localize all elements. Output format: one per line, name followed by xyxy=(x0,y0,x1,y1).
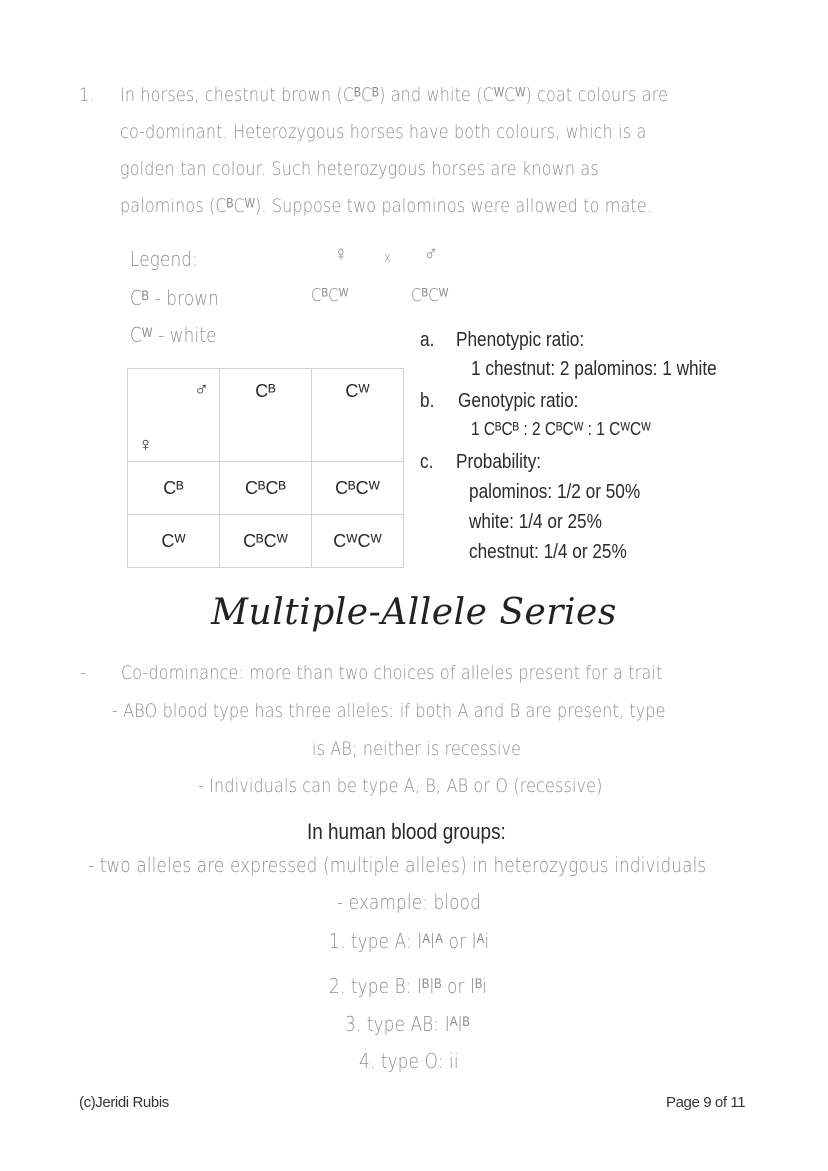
blood-type-a: 1. type A: IᴬIᴬ or Iᴬi xyxy=(329,929,490,953)
cross-times: x xyxy=(384,250,392,266)
female-symbol: ♀ xyxy=(334,242,349,267)
answer-c-label: c. xyxy=(420,451,434,473)
blood-type-b: 2. type B: IᴮIᴮ or Iᴮi xyxy=(329,974,488,998)
blood-line-2: - example: blood xyxy=(337,890,481,914)
answer-b-value: 1 CᴮCᴮ : 2 CᴮCᵂ : 1 CᵂCᵂ xyxy=(471,419,651,439)
question-line-2: co-dominant. Heterozygous horses have both colours, which is a xyxy=(120,121,647,143)
answer-c-palominos: palominos: 1/2 or 50% xyxy=(469,481,641,503)
footer-page-number: Page 9 of 11 xyxy=(666,1094,746,1111)
blood-line-1: - two alleles are expressed (multiple alleles) in heterozygous individuals xyxy=(88,853,707,877)
footer-copyright: (c)Jeridi Rubis xyxy=(79,1094,169,1111)
notes-line-4: - Individuals can be type A, B, AB or O (recessive) xyxy=(198,775,603,797)
punnett-cell: CᴮCᵂ xyxy=(312,462,404,515)
notes-line-3: is AB; neither is recessive xyxy=(312,738,522,760)
section-title: Multiple-Allele Series xyxy=(211,592,617,633)
punnett-square xyxy=(127,368,404,568)
answer-a-label: a. xyxy=(420,329,435,351)
male-symbol: ♂ xyxy=(424,242,439,267)
legend-brown: Cᴮ - brown xyxy=(130,286,219,310)
notes-line-1: Co-dominance: more than two choices of alleles present for a trait xyxy=(121,662,663,684)
notes-line-2: - ABO blood type has three alleles: if both A and B are present, type xyxy=(112,700,666,722)
punnett-corner xyxy=(128,369,220,462)
male-genotype: CᴮCᵂ xyxy=(411,285,449,306)
legend-title: Legend: xyxy=(130,247,198,271)
punnett-cell: CᴮCᴮ xyxy=(220,462,312,515)
punnett-row-header: Cᴮ xyxy=(128,462,220,515)
question-line-1: In horses, chestnut brown (CᴮCᴮ) and white (CᵂCᵂ) coat colours are xyxy=(120,84,669,106)
answer-c-title: Probability: xyxy=(456,451,542,473)
question-line-4: palominos (CᴮCᵂ). Suppose two palominos were allowed to mate. xyxy=(120,195,653,217)
punnett-col-header: Cᴮ xyxy=(220,369,312,462)
answer-a-title: Phenotypic ratio: xyxy=(456,329,585,351)
blood-type-ab: 3. type AB: IᴬIᴮ xyxy=(345,1012,470,1036)
female-genotype: CᴮCᵂ xyxy=(311,285,349,306)
legend-white: Cᵂ - white xyxy=(130,323,217,347)
answer-b-title: Genotypic ratio: xyxy=(458,390,579,412)
answer-c-white: white: 1/4 or 25% xyxy=(469,511,602,533)
answer-c-chestnut: chestnut: 1/4 or 25% xyxy=(469,541,627,563)
answer-a-value: 1 chestnut: 2 palominos: 1 white xyxy=(471,358,717,380)
blood-heading: In human blood groups: xyxy=(307,819,506,844)
question-line-3: golden tan colour. Such heterozygous horses are known as xyxy=(120,158,599,180)
question-number: 1. xyxy=(79,84,95,106)
punnett-female-symbol: ♀ xyxy=(138,434,153,456)
punnett-cell: CᴮCᵂ xyxy=(220,515,312,568)
blood-type-o: 4. type O: ii xyxy=(359,1049,459,1073)
notes-dash: - xyxy=(80,662,86,684)
answer-b-label: b. xyxy=(420,390,435,412)
punnett-row-header: Cᵂ xyxy=(128,515,220,568)
punnett-male-symbol: ♂ xyxy=(194,379,209,401)
punnett-col-header: Cᵂ xyxy=(312,369,404,462)
punnett-cell: CᵂCᵂ xyxy=(312,515,404,568)
